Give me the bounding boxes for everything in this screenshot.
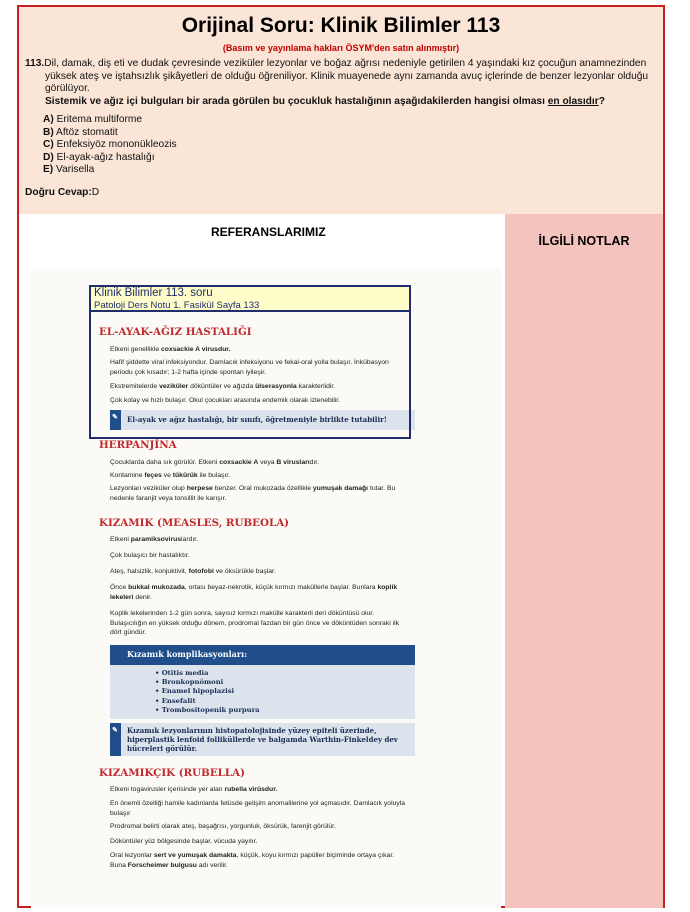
text: veya <box>258 459 277 466</box>
text: ile bulaşır. <box>197 472 231 479</box>
correct-answer-label: Doğru Cevap: <box>25 187 92 198</box>
paragraph: Prodromal belirti olarak ateş, başağrısı, yorgunluk, öksürük, farenjit görülür. <box>110 823 336 830</box>
text: denir. <box>133 593 152 601</box>
bold-text: rubella virüsdur. <box>224 786 278 793</box>
text: Ekstremitelerde <box>110 383 160 390</box>
option-d <box>43 152 177 165</box>
text: Etkeni genellikle <box>110 346 162 353</box>
option-text: Aftöz stomatit <box>56 126 118 138</box>
paragraph: Döküntüler yüz bölgesinde başlar, vücuda yayılır. <box>110 838 258 845</box>
question-block <box>25 58 655 108</box>
text: Lezyonları veziküler olup <box>110 485 187 492</box>
text: Kontamine <box>110 472 145 479</box>
bold-text: yumuşak damağı <box>312 485 369 492</box>
bold-text: veziküler <box>159 383 189 390</box>
list-item: • Bronkopnömoni <box>155 678 415 687</box>
bold-text: tükürük <box>172 472 198 479</box>
section-heading: EL-AYAK-AĞIZ HASTALIĞI <box>99 326 252 338</box>
option-text: Eritema multiforme <box>56 114 143 125</box>
option-text: Enfeksiyöz mononükleozis <box>56 139 177 151</box>
question-ask-text: Sistemik ve ağız içi bulguları bir arada görülen bu çocukluk hastalığının aşağıdakilerden hangisi olması <box>45 95 548 107</box>
paragraph: Çok bulaşıcı bir hastalıktır. <box>110 552 190 559</box>
question-ask-emphasis: en olasıdır <box>547 95 599 107</box>
text: tutar. Bu nedenle faranjit veya tonsillit ile karışır. <box>110 485 396 502</box>
question-number: 113. <box>25 58 45 69</box>
complications-box <box>110 665 415 719</box>
text: Ateş, halsizlik, konjuktivit, <box>110 568 189 575</box>
pencil-icon <box>110 723 121 756</box>
text: Çocuklarda daha sık görülür. Etkeni <box>110 459 220 466</box>
list-item: • Ensefalit <box>155 697 415 706</box>
bold-text: coxsackie A virusdur. <box>161 346 231 353</box>
info-note <box>110 410 415 430</box>
paragraph <box>110 851 410 870</box>
bold-text: ülserasyonla <box>255 383 297 390</box>
text: Oral lezyonlar <box>110 852 154 859</box>
bold-text: B virusları <box>276 459 310 466</box>
option-c <box>43 139 177 152</box>
question-panel <box>19 7 663 214</box>
text: adı verilir. <box>196 861 228 869</box>
text: ve öksürükle başlar. <box>213 568 276 575</box>
notes-heading: İLGİLİ NOTLAR <box>538 234 630 248</box>
option-text: Varisella <box>56 164 95 176</box>
pencil-icon <box>110 410 121 430</box>
option-letter: A) <box>43 114 54 125</box>
paragraph <box>110 345 410 355</box>
question-ask-mark: ? <box>598 95 605 107</box>
notes-panel <box>505 214 663 908</box>
complications-box-title: Kızamık komplikasyonları: <box>110 645 415 665</box>
bold-text: Forscheimer bulgusu <box>127 861 197 869</box>
paragraph: Hafif şiddette viral infeksiyondur. Damlacık infeksiyonu ve fekal-oral yolla bulaşır. İnkübasyon periodu çok kısadır; 1-2 hafta içinde spontan iyileşir. <box>110 359 389 376</box>
paragraph <box>110 484 410 503</box>
reference-page-image <box>31 269 501 908</box>
text: döküntüler ve ağızda <box>188 383 256 390</box>
callout-title: Klinik Bilimler 113. soru <box>94 287 213 299</box>
section-heading: HERPANJİNA <box>99 439 177 451</box>
option-letter: C) <box>43 139 54 151</box>
callout-source: Patoloji Ders Notu 1. Fasikül Sayfa 133 <box>94 300 260 311</box>
text: karakterlidir. <box>296 383 336 390</box>
option-a <box>43 114 177 127</box>
paragraph <box>110 583 410 602</box>
option-b <box>43 127 177 140</box>
bold-text: sert ve yumuşak damakta <box>153 852 237 859</box>
paragraph: Çok kolay ve hızlı bulaşır. Okul çocukları arasında endemik olarak izlenebilir. <box>110 397 341 404</box>
option-e <box>43 164 177 177</box>
complications-list <box>155 669 415 715</box>
bold-text: coxsackie A <box>219 459 259 466</box>
paragraph <box>110 458 410 468</box>
text: ve <box>161 472 173 479</box>
text: , ortası beyaz-nekrotik, küçük kırmızı maküllerle başlar. Bunlara <box>184 584 378 591</box>
section-heading: KIZAMIK (MEASLES, RUBEOLA) <box>99 517 290 529</box>
info-note <box>110 723 415 756</box>
answer-options <box>43 114 177 177</box>
paragraph <box>110 567 410 577</box>
text: , küçük, koyu kırmızı papüller biçiminde ortaya çıkar. Buna <box>110 852 395 869</box>
text: lardır. <box>181 536 199 543</box>
paragraph <box>110 785 410 795</box>
bold-text: bukkal mukozada <box>128 584 185 591</box>
list-item: • Otitis media <box>155 669 415 678</box>
section-heading: KIZAMIKÇIK (RUBELLA) <box>99 767 246 779</box>
list-item: • Enamel hipoplazisi <box>155 687 415 696</box>
option-letter: E) <box>43 164 54 176</box>
bold-text: koplik lekeleri <box>110 584 398 601</box>
page-frame <box>17 5 665 908</box>
text: Etkeni togavirusler içerisinde yer alan <box>110 786 225 793</box>
list-item: • Trombositopenik purpura <box>155 706 415 715</box>
bold-text: herpese <box>186 485 213 492</box>
correct-answer-value: D <box>91 187 100 198</box>
option-letter: B) <box>43 126 54 138</box>
text: Etkeni <box>110 536 131 543</box>
paragraph: Koplik lekelerinden 1-2 gün sonra, sayısız kırmızı makülle karakterli deri döküntüsü olur. Bulaşıcılığın en yüksek olduğu dönem, prodromal fazdan bir gün önce ve döküntüden sonraki ilk dört gündür. <box>110 610 400 637</box>
text: benzer. Oral mukozada özellikle <box>212 485 313 492</box>
bold-text: fotofobi <box>188 568 214 575</box>
copyright-notice: (Basım ve yayınlama hakları ÖSYM'den satın alınmıştır) <box>222 43 460 53</box>
bold-text: feçes <box>144 472 162 479</box>
paragraph <box>110 471 410 481</box>
question-ask <box>25 96 655 109</box>
bold-text: paramiksovirus <box>130 536 182 543</box>
paragraph <box>110 382 410 392</box>
paragraph: En önemli özelliği hamile kadınlarda fetüsde gelişim anomalilerine yol açmasıdır. Damlacık yoluyla bulaşır <box>110 800 406 817</box>
option-letter: D) <box>43 151 54 163</box>
correct-answer <box>25 187 99 198</box>
reference-callout <box>89 285 411 312</box>
note-text: El-ayak ve ağız hastalığı, bir sınıfı, öğretmeniyle birlikte tutabilir! <box>127 415 387 424</box>
option-text: El-ayak-ağız hastalığı <box>56 151 155 163</box>
text: dır. <box>309 459 320 466</box>
references-heading: REFERANSLARIMIZ <box>211 225 326 239</box>
paragraph <box>110 535 410 545</box>
question-stem-text: Dil, damak, diş eti ve dudak çevresinde veziküler lezyonlar ve boğaz ağrısı nedeniyle getirilen 4 yaşındaki kız çocuğun anamnezinden yüksek ateş ve iştahsızlık şikâyetleri de olduğu öğreniliyor. Klinik muayenede aynı zamanda avuç içlerinde de benzer lezyonlar olduğu görülüyor. <box>44 58 649 94</box>
page-title: Orijinal Soru: Klinik Bilimler 113 <box>181 14 501 37</box>
note-text: Kızamık lezyonlarının histopatolojisinde yüzey epiteli üzerinde, hiperplastik lenfoid folliküllerde ve balgamda Warthin-Finkeldey dev hücreleri görülür. <box>127 726 398 754</box>
question-stem <box>25 58 655 96</box>
text: Önce <box>110 584 129 591</box>
